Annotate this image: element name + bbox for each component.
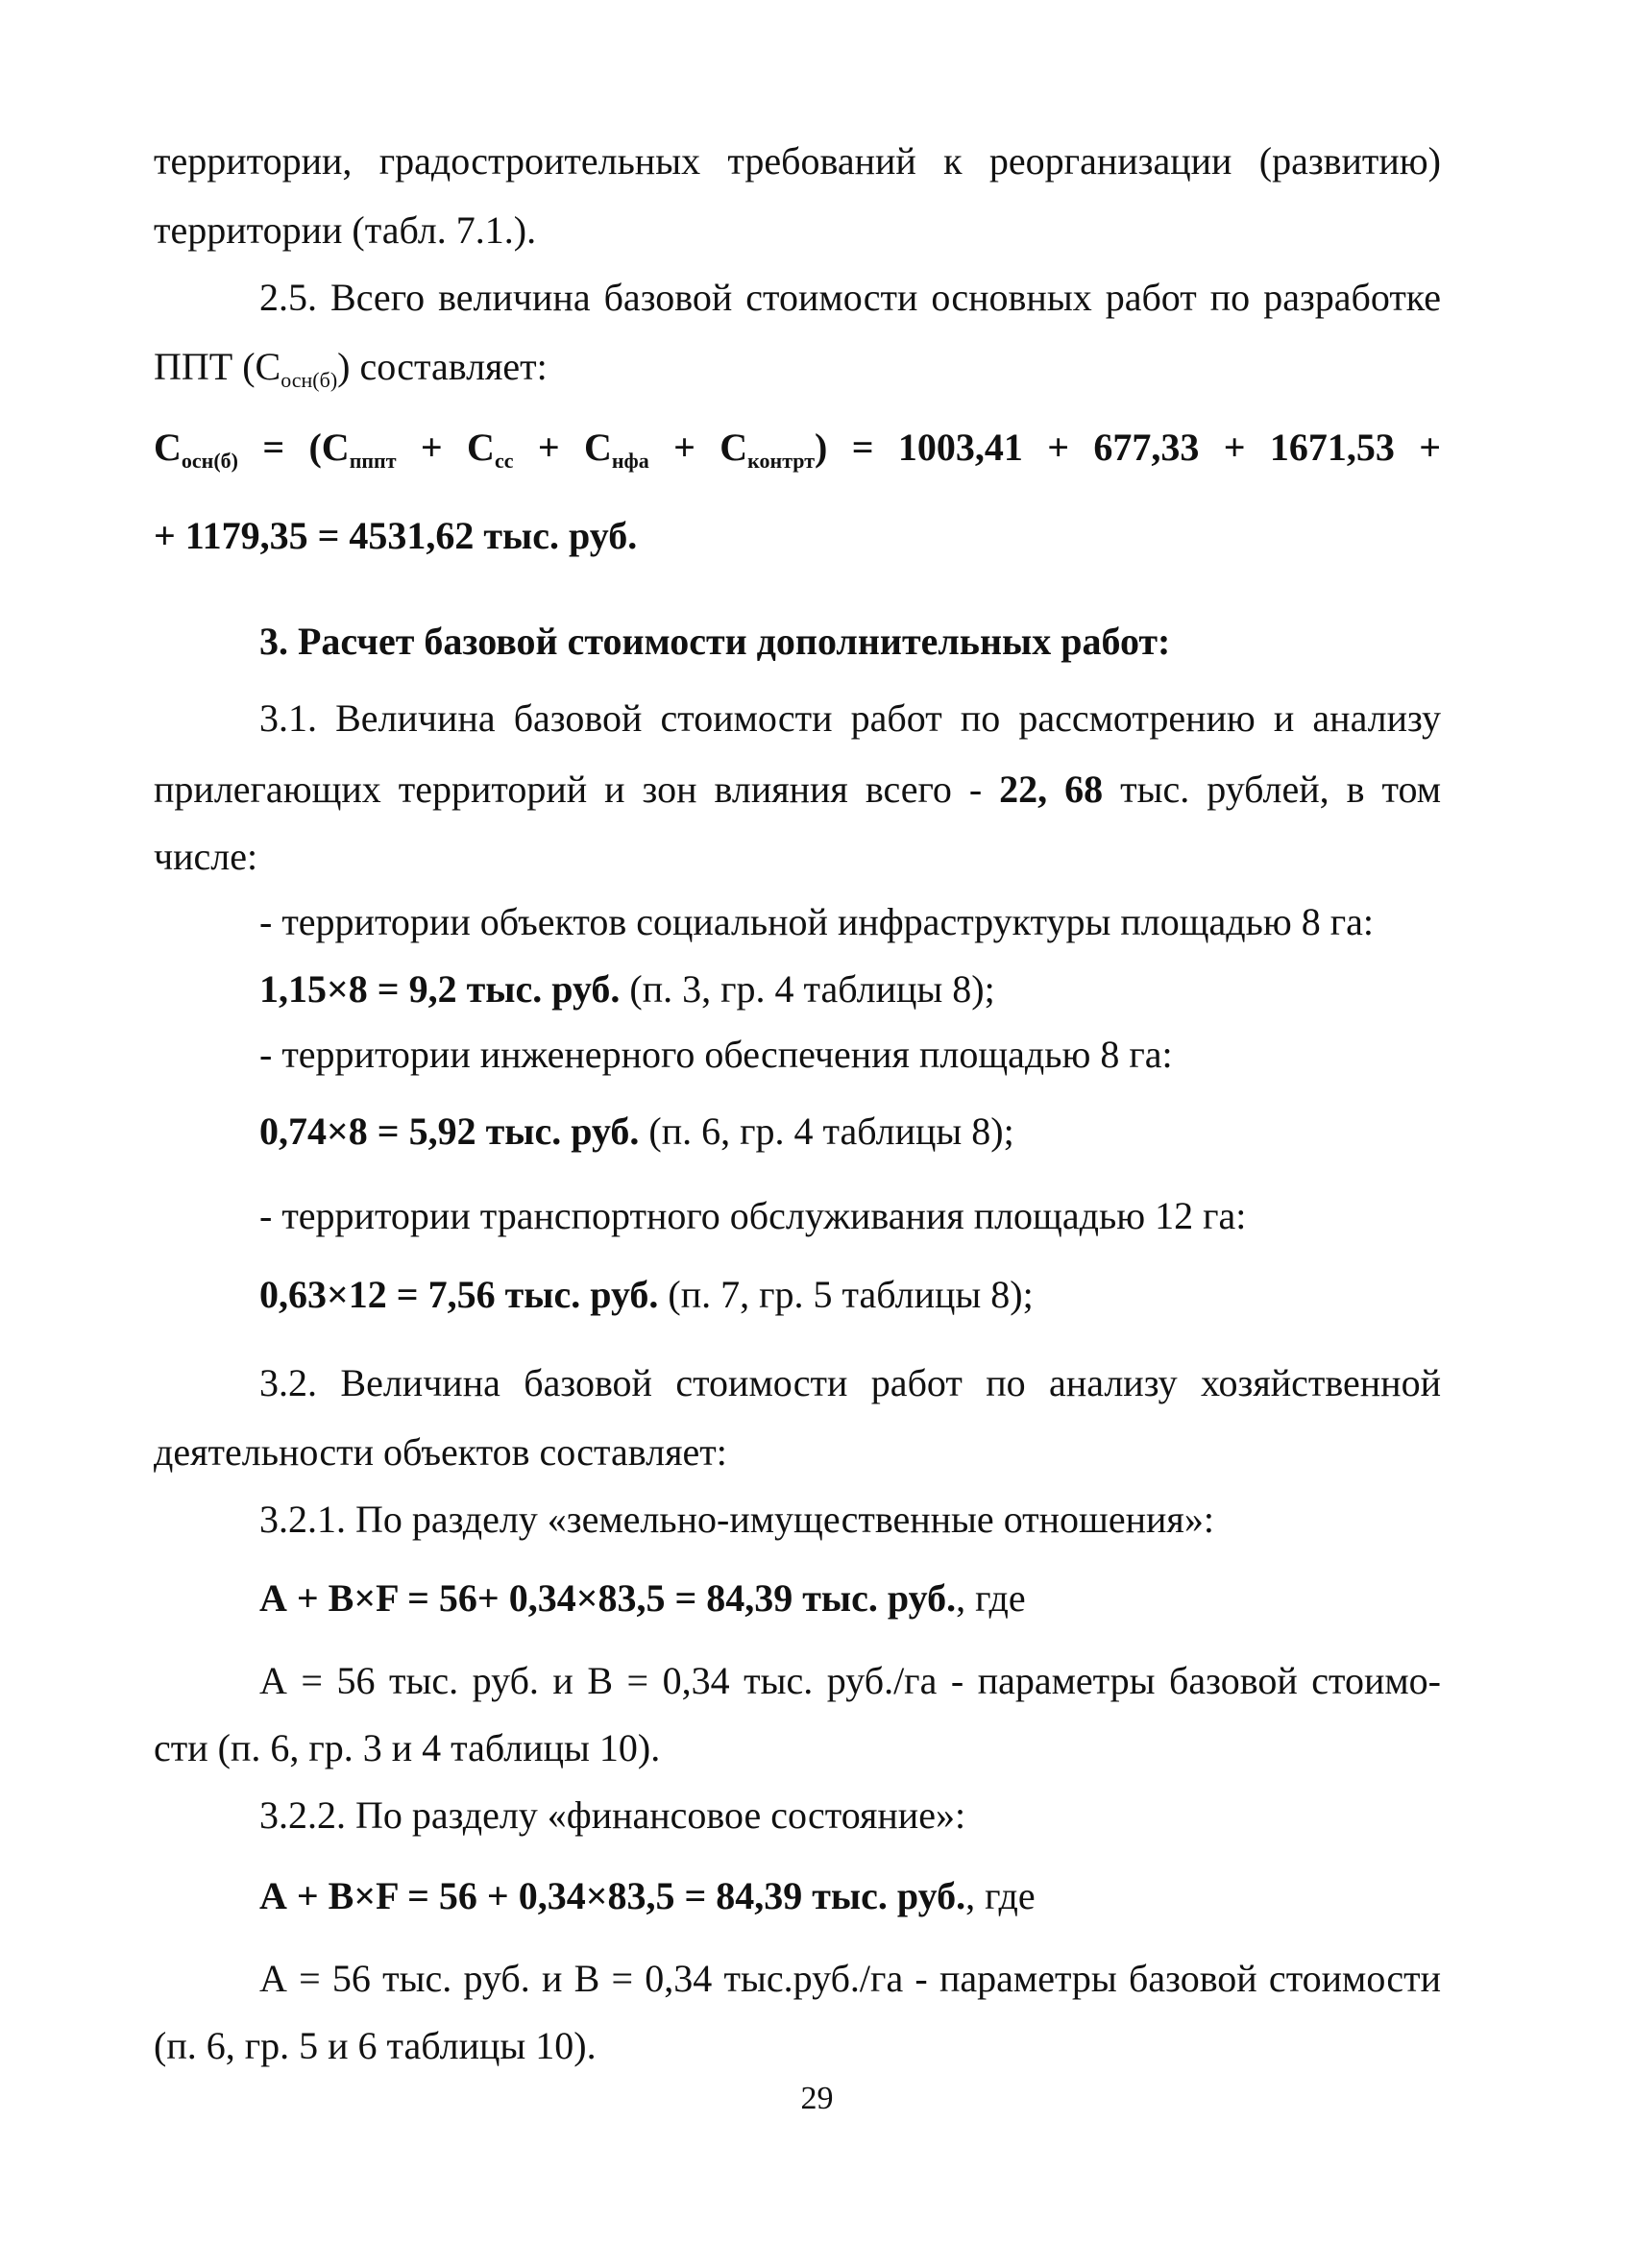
list-item-calc: 1,15×8 = 9,2 тыс. руб. (п. 3, гр. 4 таблицы 8); xyxy=(259,967,995,1011)
paragraph-line: 2.5. Всего величина базовой стоимости основных работ по разработке xyxy=(259,276,1441,319)
formula-line: А + В×F = 56 + 0,34×83,5 = 84,39 тыс. руб., где xyxy=(259,1874,1036,1917)
page-number: 29 xyxy=(800,2081,834,2116)
cost-formula: $С_{осн(б)} = (С_{пппт} + С_{сс} + С_{нфа} + С_{контрт}) = 1003,41 + 677,33 + 1671,53$ + xyxy=(154,426,1442,473)
paragraph-line: 3.1. Величина базовой стоимости работ по рассмотрению и анализу xyxy=(259,696,1441,740)
paragraph-line: А = 56 тыс. руб. и В = 0,34 тыс.руб./га - параметры базовой стоимости xyxy=(259,1957,1441,2000)
list-item: - территории инженерного обеспечения площадью 8 га: xyxy=(259,1033,1173,1076)
list-item: - территории объектов социальной инфраструктуры площадью 8 га: xyxy=(259,900,1375,943)
subsection-title: 3.2.1. По разделу «земельно-имущественные отношения»: xyxy=(259,1498,1214,1541)
formula-line: А + В×F = 56+ 0,34×83,5 = 84,39 тыс. руб., где xyxy=(259,1576,1026,1620)
paragraph-line: числе: xyxy=(154,835,258,878)
paragraph-line: 3.2. Величина базовой стоимости работ по анализу хозяйственной xyxy=(259,1361,1441,1404)
cost-formula-total: + 1179,35 = 4531,62 тыс. руб. xyxy=(154,514,638,557)
subsection-title: 3.2.2. По разделу «финансовое состояние»: xyxy=(259,1793,966,1837)
list-item-calc: 0,74×8 = 5,92 тыс. руб. (п. 6, гр. 4 таблицы 8); xyxy=(259,1110,1014,1153)
paragraph-line: (п. 6, гр. 5 и 6 таблицы 10). xyxy=(154,2024,597,2067)
paragraph-line: территории (табл. 7.1.). xyxy=(154,208,537,252)
section-heading: 3. Расчет базовой стоимости дополнительных работ: xyxy=(259,620,1171,663)
paragraph-line: А = 56 тыс. руб. и В = 0,34 тыс. руб./га - параметры базовой стоимо- xyxy=(259,1659,1441,1702)
paragraph-line: деятельности объектов составляет: xyxy=(154,1430,727,1474)
list-item-calc: 0,63×12 = 7,56 тыс. руб. (п. 7, гр. 5 таблицы 8); xyxy=(259,1273,1034,1316)
paragraph-line: прилегающих территорий и зон влияния всего - 22, 68 тыс. рублей, в том xyxy=(154,768,1442,811)
paragraph-line: сти (п. 6, гр. 3 и 4 таблицы 10). xyxy=(154,1726,661,1769)
list-item: - территории транспортного обслуживания площадью 12 га: xyxy=(259,1194,1247,1237)
paragraph-line: ППТ $(С_{осн(б)})$ составляет: xyxy=(154,345,548,392)
paragraph-line: территории, градостроительных требований к реорганизации (развитию) xyxy=(154,139,1441,183)
